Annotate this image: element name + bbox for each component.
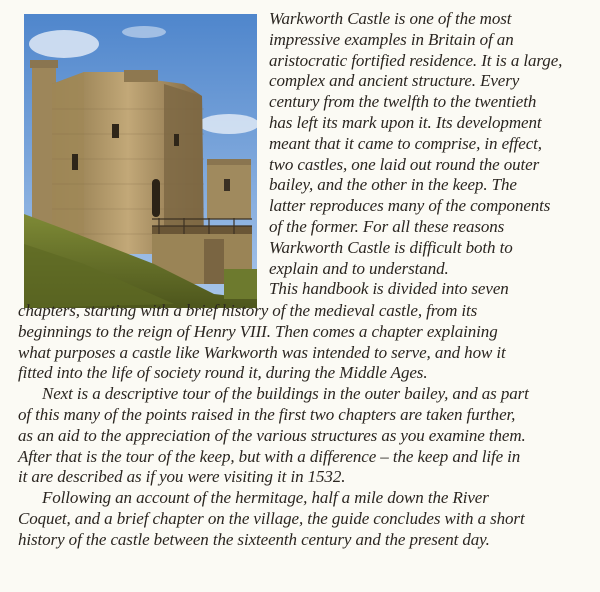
text-line: beginnings to the reign of Henry VIII. Then comes a chapter explaining	[18, 321, 498, 341]
text-line: This handbook is divided into seven	[269, 279, 509, 299]
body-text	[18, 301, 592, 551]
hermitage-paragraph	[18, 488, 592, 550]
text-line: Warkworth Castle is difficult both to	[269, 237, 513, 257]
intro-paragraph	[269, 9, 595, 300]
text-line: century from the twelfth to the twentieth	[269, 92, 537, 112]
text-line: chapters, starting with a brief history of the medieval castle, from its	[18, 301, 478, 320]
text-line: latter reproduces many of the components	[269, 196, 551, 216]
text-line: has left its mark upon it. Its development	[269, 112, 542, 132]
text-line: explain and to understand.	[269, 258, 449, 278]
text-line: as an aid to the appreciation of the various structures as you examine them.	[18, 425, 526, 445]
text-line: bailey, and the other in the keep. The	[269, 175, 517, 195]
text-line: it are described as if you were visiting it in 1532.	[18, 467, 346, 487]
text-line: of this many of the points raised in the first two chapters are taken further,	[18, 404, 516, 424]
text-line: meant that it came to comprise, in effect,	[269, 133, 542, 153]
text-line: of the former. For all these reasons	[269, 216, 505, 236]
text-line: Following an account of the hermitage, half a mile down the River	[42, 488, 489, 508]
text-line: what purposes a castle like Warkworth was intended to serve, and how it	[18, 342, 506, 362]
text-line: impressive examples in Britain of an	[269, 29, 514, 49]
text-line: Next is a descriptive tour of the buildings in the outer bailey, and as part	[42, 384, 529, 404]
text-line: history of the castle between the sixteenth century and the present day.	[18, 529, 490, 549]
castle-photo	[24, 14, 257, 308]
text-line: Warkworth Castle is one of the most	[269, 9, 512, 28]
text-line: fitted into the life of society round it, during the Middle Ages.	[18, 363, 428, 383]
text-line: two castles, one laid out round the outer	[269, 154, 540, 174]
text-line: Coquet, and a brief chapter on the village, the guide concludes with a short	[18, 508, 525, 528]
handbook-paragraph	[18, 301, 592, 384]
text-line: After that is the tour of the keep, but with a difference – the keep and life in	[18, 446, 521, 466]
tour-paragraph	[18, 384, 592, 488]
text-line: complex and ancient structure. Every	[269, 71, 520, 91]
text-line: aristocratic fortified residence. It is a large,	[269, 50, 563, 70]
